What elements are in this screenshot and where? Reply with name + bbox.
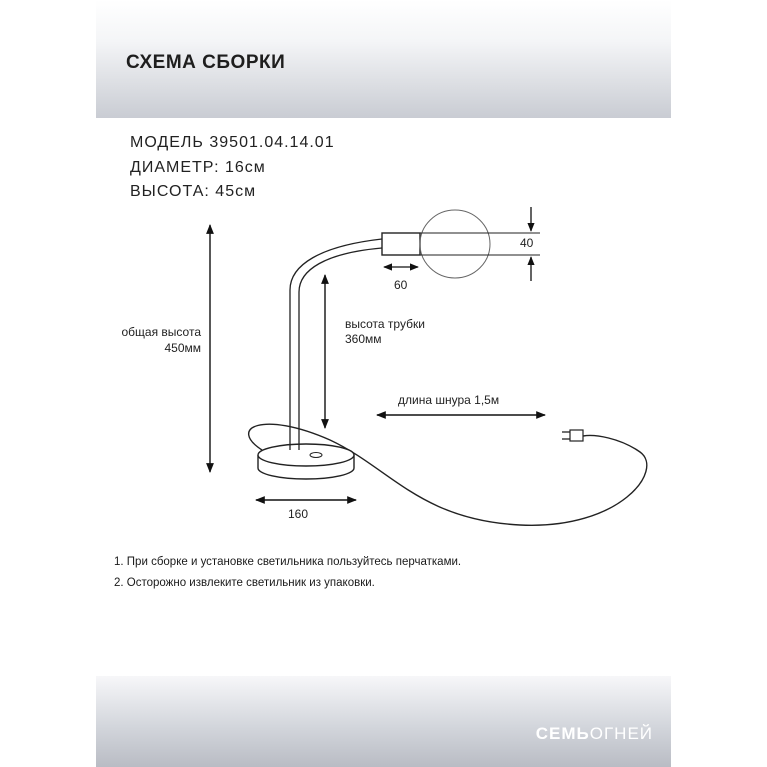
page-title: СХЕМА СБОРКИ xyxy=(126,52,286,73)
cord-length-dimension xyxy=(377,393,545,415)
spec-height: ВЫСОТА: 45см xyxy=(130,183,257,200)
brand-light: ОГНЕЙ xyxy=(589,724,653,743)
tube-height-value: 360мм xyxy=(345,332,382,346)
shade-length-label: 60 xyxy=(394,278,408,292)
tube-height-label: высота трубки xyxy=(345,317,425,331)
total-height-dimension xyxy=(121,225,210,472)
total-height-label: общая высота xyxy=(121,325,201,339)
base-diameter-label: 160 xyxy=(288,507,309,521)
note-item: 2. Осторожно извлеките светильник из упаковки. xyxy=(114,577,375,589)
total-height-value: 450мм xyxy=(164,341,201,355)
shade-length-dimension xyxy=(384,267,418,292)
spec-model: МОДЕЛЬ 39501.04.14.01 xyxy=(130,134,335,151)
bulb-icon xyxy=(420,210,490,278)
shade-height-label: 40 xyxy=(520,236,534,250)
cord-length-label: длина шнура 1,5м xyxy=(398,393,500,407)
note-item: 1. При сборке и установке светильника пользуйтесь перчатками. xyxy=(114,556,462,568)
spec-diameter: ДИАМЕТР: 16см xyxy=(130,159,266,176)
plug-icon xyxy=(562,430,583,441)
shade-height-dimension xyxy=(420,207,540,281)
base-diameter-dimension xyxy=(256,500,356,521)
lamp-socket xyxy=(382,233,420,255)
brand-bold: СЕМЬ xyxy=(535,724,590,743)
lamp-base xyxy=(258,444,354,479)
